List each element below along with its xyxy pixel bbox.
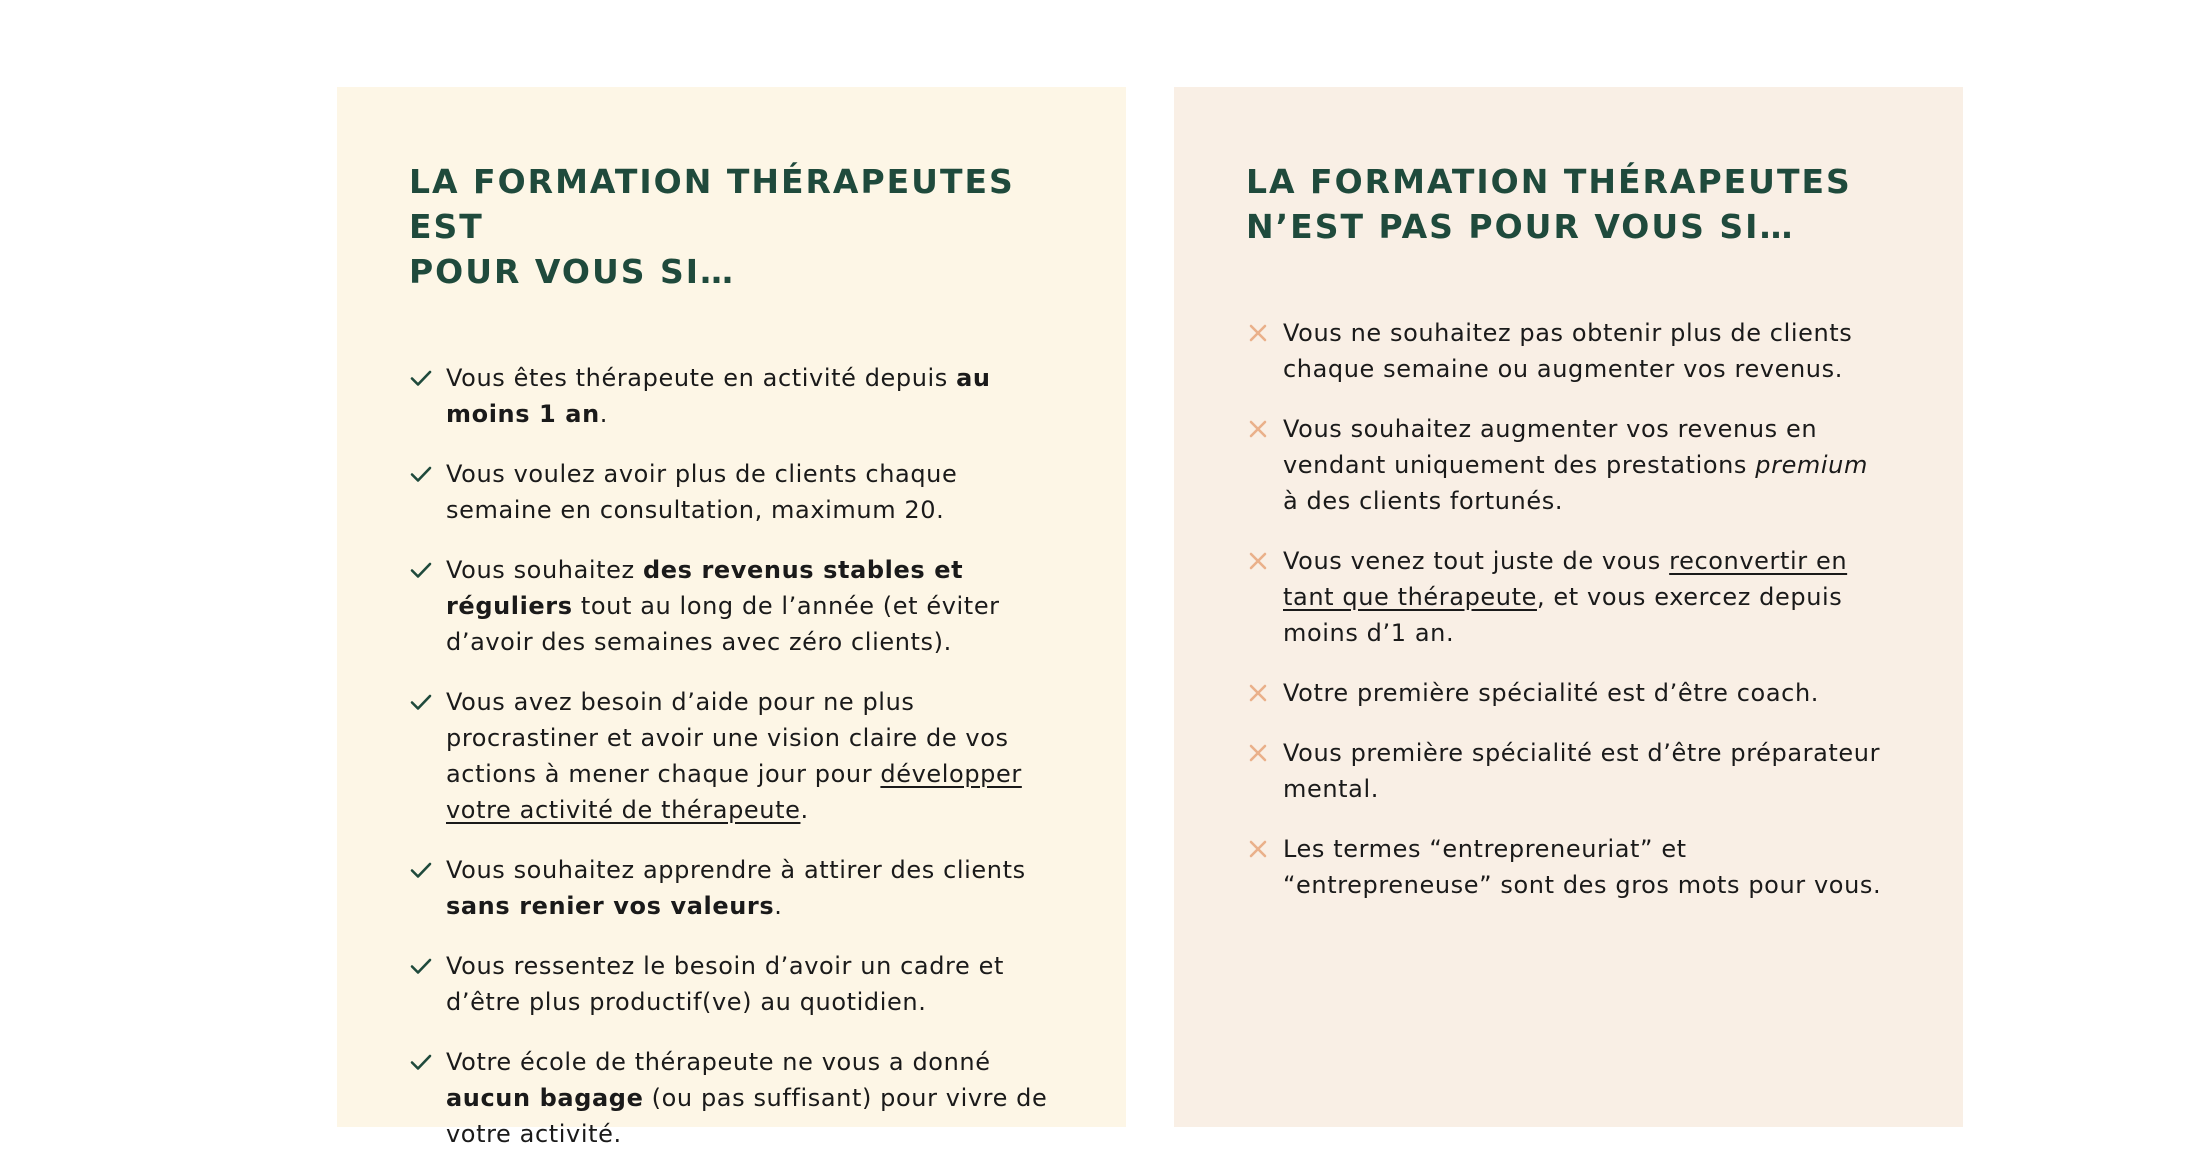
- list-item-text: [446, 360, 1052, 432]
- list-item: [1246, 543, 1889, 651]
- text-segment: Les termes “entrepreneuriat” et “entrepreneuse” sont des gros mots pour vous.: [1283, 835, 1882, 899]
- card-for-you-title-line1: LA FORMATION THÉRAPEUTES EST: [409, 162, 1015, 246]
- card-not-for-you-title: [1246, 159, 1889, 249]
- text-segment: Vous souhaitez augmenter vos revenus en vendant uniquement des prestations: [1283, 415, 1818, 479]
- text-link: développer votre activité de thérapeute: [446, 760, 1022, 824]
- list-item: [409, 1044, 1052, 1152]
- list-item: [409, 852, 1052, 924]
- text-segment: Vous êtes thérapeute en activité depuis: [446, 364, 957, 392]
- text-segment: Vous souhaitez apprendre à attirer des clients: [446, 856, 1026, 884]
- for-you-list: [409, 360, 1052, 1152]
- list-item: [1246, 675, 1889, 711]
- list-item: [1246, 411, 1889, 519]
- check-icon: [409, 858, 433, 882]
- text-segment: Votre école de thérapeute ne vous a donné: [446, 1048, 991, 1076]
- list-item-text: [446, 456, 1052, 528]
- list-item-text: [1283, 735, 1889, 807]
- text-segment: Vous voulez avoir plus de clients chaque semaine en consultation, maximum 20.: [446, 460, 958, 524]
- text-link: reconvertir en tant que thérapeute: [1283, 547, 1848, 611]
- card-not-for-you-title-line1: LA FORMATION THÉRAPEUTES: [1246, 162, 1852, 201]
- check-icon: [409, 366, 433, 390]
- text-segment: à des clients fortunés.: [1283, 487, 1564, 515]
- list-item: [1246, 831, 1889, 903]
- list-item: [1246, 735, 1889, 807]
- text-segment: aucun bagage: [446, 1084, 644, 1112]
- list-item-text: [446, 852, 1052, 924]
- text-segment: Vous venez tout juste de vous: [1283, 547, 1670, 575]
- list-item-text: [1283, 315, 1889, 387]
- cross-icon: [1246, 417, 1270, 441]
- text-segment: .: [774, 892, 783, 920]
- card-for-you-title: [409, 159, 1052, 294]
- text-segment: sans renier vos valeurs: [446, 892, 775, 920]
- check-icon: [409, 1050, 433, 1074]
- not-for-you-list: [1246, 315, 1889, 903]
- text-segment: Vous souhaitez: [446, 556, 643, 584]
- text-segment: , et vous exercez depuis moins d’1 an.: [1283, 583, 1843, 647]
- cross-icon: [1246, 549, 1270, 573]
- text-segment: (ou pas suffisant) pour vivre de votre activité.: [446, 1084, 1048, 1148]
- text-segment: Votre première spécialité est d’être coach.: [1283, 679, 1819, 707]
- list-item: [409, 360, 1052, 432]
- text-segment: Vous ne souhaitez pas obtenir plus de clients chaque semaine ou augmenter vos revenus.: [1283, 319, 1853, 383]
- list-item: [409, 552, 1052, 660]
- list-item-text: [446, 1044, 1052, 1152]
- list-item-text: [1283, 675, 1889, 711]
- text-segment: premium: [1755, 451, 1868, 479]
- list-item-text: [446, 552, 1052, 660]
- text-segment: Vous première spécialité est d’être préparateur mental.: [1283, 739, 1881, 803]
- cross-icon: [1246, 741, 1270, 765]
- list-item-text: [446, 684, 1052, 828]
- list-item-text: [1283, 411, 1889, 519]
- comparison-cards: [337, 87, 1963, 1148]
- text-segment: Vous avez besoin d’aide pour ne plus procrastiner et avoir une vision claire de vos actions à mener chaque jour pour: [446, 688, 1009, 788]
- text-segment: .: [599, 400, 609, 428]
- cross-icon: [1246, 837, 1270, 861]
- list-item: [409, 684, 1052, 828]
- card-not-for-you-title-line2: N’EST PAS POUR VOUS SI…: [1246, 207, 1795, 246]
- list-item-text: [1283, 543, 1889, 651]
- card-for-you: [337, 87, 1126, 1148]
- cross-icon: [1246, 681, 1270, 705]
- check-icon: [409, 462, 433, 486]
- list-item-text: [1283, 831, 1889, 903]
- card-for-you-title-line2: POUR VOUS SI…: [409, 252, 736, 291]
- check-icon: [409, 954, 433, 978]
- cross-icon: [1246, 321, 1270, 345]
- list-item: [409, 948, 1052, 1020]
- check-icon: [409, 558, 433, 582]
- list-item: [1246, 315, 1889, 387]
- text-segment: au moins 1 an: [446, 364, 991, 428]
- text-segment: tout au long de l’année (et éviter d’avoir des semaines avec zéro clients).: [446, 592, 1000, 656]
- text-segment: .: [800, 796, 809, 824]
- check-icon: [409, 690, 433, 714]
- text-segment: des revenus stables et réguliers: [446, 556, 964, 620]
- list-item: [409, 456, 1052, 528]
- card-not-for-you: [1174, 87, 1963, 1127]
- list-item-text: [446, 948, 1052, 1020]
- text-segment: Vous ressentez le besoin d’avoir un cadre et d’être plus productif(ve) au quotidien.: [446, 952, 1004, 1016]
